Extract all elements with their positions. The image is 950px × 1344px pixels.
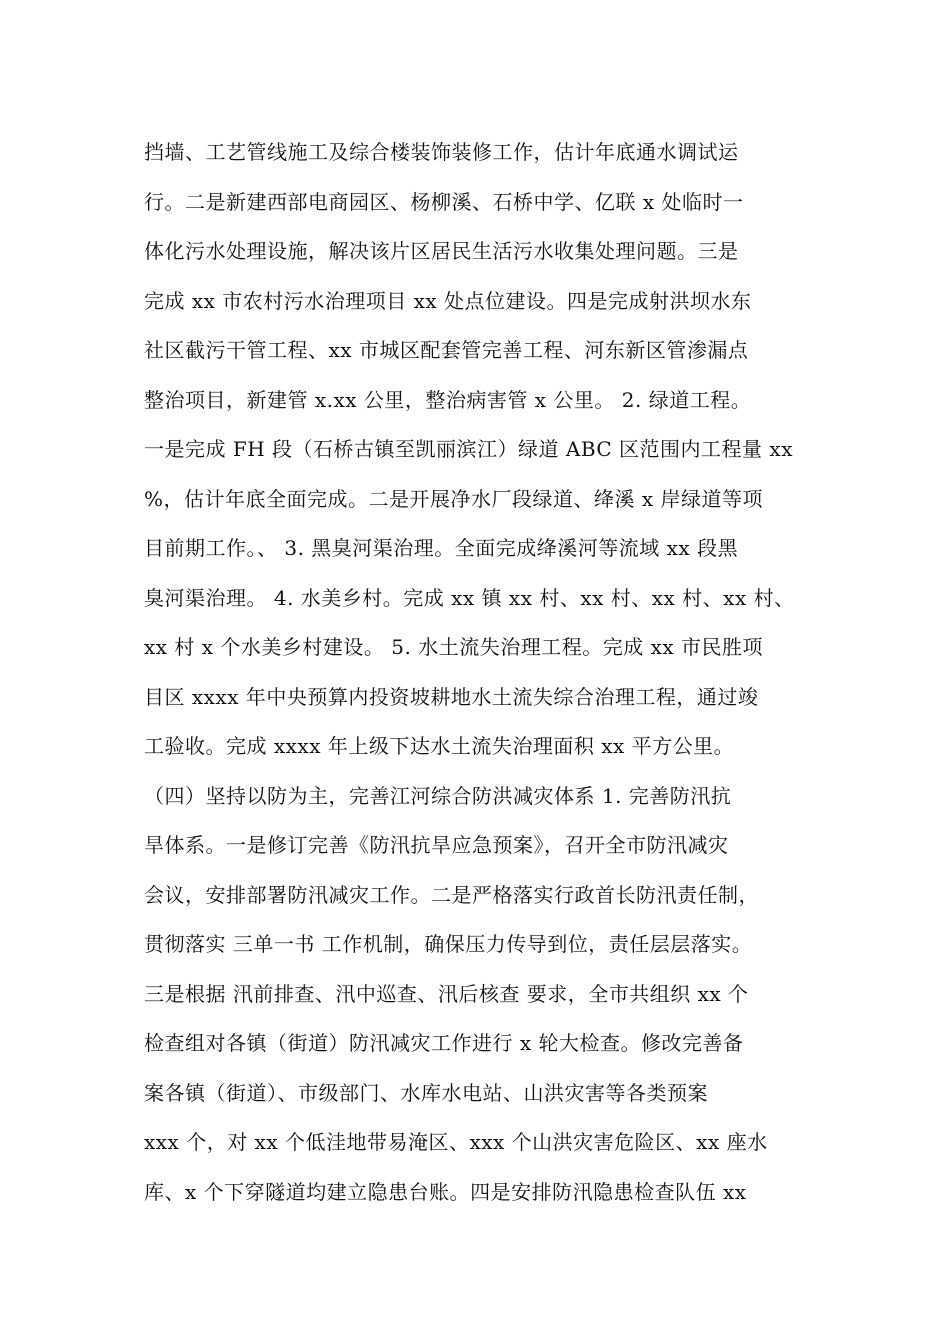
text-line: 目前期工作。、 3. 黑臭河渠治理。全面完成绛溪河等流域 xx 段黑 bbox=[144, 536, 739, 560]
text-line: 三是根据 汛前排查、汛中巡查、汛后核查 要求，全市共组织 xx 个 bbox=[144, 981, 749, 1006]
text-line: 体化污水处理设施，解决该片区居民生活污水收集处理问题。三是 bbox=[144, 239, 739, 263]
text-line: 案各镇（街道）、市级部门、水库水电站、山洪灾害等各类预案 bbox=[144, 1080, 708, 1105]
text-line: 库、x 个下穿隧道均建立隐患台账。四是安排防汛隐患检查队伍 xx bbox=[144, 1179, 747, 1204]
text-line: %，估计年底全面完成。二是开展净水厂段绿道、绛溪 x 岸绿道等项 bbox=[144, 486, 763, 511]
text-line: 完成 xx 市农村污水治理项目 xx 处点位建设。四是完成射洪坝水东 bbox=[144, 288, 752, 313]
text-line: xx 村 x 个水美乡村建设。 5. 水土流失治理工程。完成 xx 市民胜项 bbox=[144, 635, 763, 659]
text-line: （四）坚持以防为主，完善江河综合防洪减灾体系 1. 完善防汛抗 bbox=[144, 783, 732, 808]
text-line: 工验收。完成 xxxx 年上级下达水土流失治理面积 xx 平方公里。 bbox=[144, 734, 735, 758]
text-line: 贯彻落实 三单一书 工作机制，确保压力传导到位，责任层层落实。 bbox=[144, 932, 753, 956]
text-line: 会议，安排部署防汛减灾工作。二是严格落实行政首长防汛责任制， bbox=[144, 882, 759, 907]
text-line: 臭河渠治理。 4. 水美乡村。完成 xx 镇 xx 村、xx 村、xx 村、xx 村、 bbox=[144, 585, 795, 610]
text-line: xxx 个，对 xx 个低洼地带易淹区、xxx 个山洪灾害危险区、xx 座水 bbox=[144, 1130, 768, 1154]
text-line: 目区 xxxx 年中央预算内投资坡耕地水土流失综合治理工程，通过竣 bbox=[144, 684, 759, 709]
body-text bbox=[144, 128, 834, 1217]
text-line: 社区截污干管工程、xx 市城区配套管完善工程、河东新区管渗漏点 bbox=[144, 338, 749, 362]
text-line: 一是完成 FH 段（石桥古镇至凯丽滨江）绿道 ABC 区范围内工程量 xx bbox=[144, 437, 793, 461]
text-line: 整治项目，新建管 x.xx 公里，整治病害管 x 公里。 2. 绿道工程。 bbox=[144, 387, 752, 412]
text-line: 挡墙、工艺管线施工及综合楼装饰装修工作，估计年底通水调试运 bbox=[144, 140, 739, 164]
text-line: 行。二是新建西部电商园区、杨柳溪、石桥中学、亿联 x 处临时一 bbox=[144, 189, 744, 214]
text-line: 检查组对各镇（街道）防汛减灾工作进行 x 轮大检查。修改完善备 bbox=[144, 1031, 744, 1055]
text-line: 旱体系。一是修订完善《防汛抗旱应急预案》，召开全市防汛减灾 bbox=[144, 833, 729, 857]
